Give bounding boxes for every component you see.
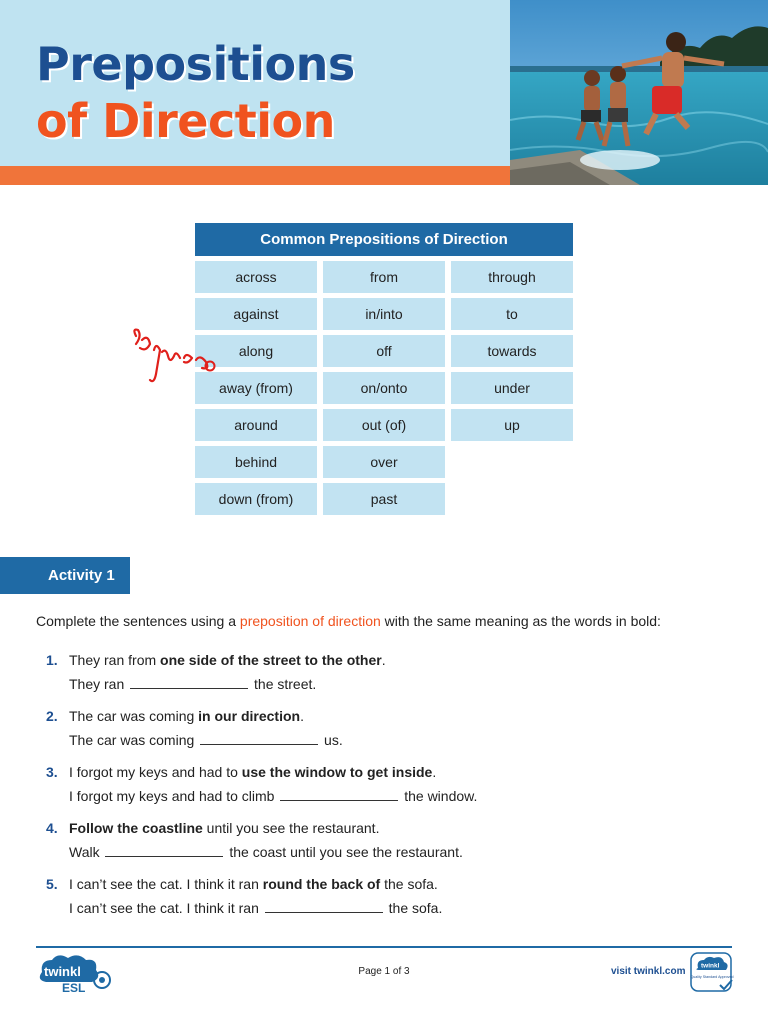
question-item [46, 649, 706, 696]
table-cell: on/onto [323, 372, 445, 404]
sentence-text: They ran from [69, 652, 161, 668]
question-answer-line [69, 785, 706, 809]
badge-text: twinkl [701, 962, 720, 970]
page-header [0, 0, 768, 185]
page-number: Page 1 of 3 [358, 966, 410, 977]
question-item [46, 873, 706, 920]
prepositions-grid [195, 261, 573, 515]
sentence-text: until you see the restaurant. [202, 820, 380, 836]
table-cell: off [323, 335, 445, 367]
sentence-bold-phrase: one side of the street to the other [160, 652, 382, 668]
question-item [46, 705, 706, 752]
title-line-1: Prepositions [36, 37, 355, 91]
answer-text: I can’t see the cat. I think it ran [69, 899, 263, 916]
sentence-bold-phrase: Follow the coastline [69, 820, 203, 836]
children-jumping-pool-image [510, 0, 768, 185]
sentence-bold-phrase: use the window to get inside [241, 764, 433, 780]
sentence-text: the sofa. [380, 876, 438, 892]
answer-blank[interactable] [200, 731, 318, 745]
table-cell: along [195, 335, 317, 367]
header-photo [510, 0, 768, 185]
table-heading: Common Prepositions of Direction [195, 223, 573, 256]
prepositions-table [195, 223, 573, 515]
answer-text: the street. [250, 675, 317, 692]
table-cell-empty [451, 483, 573, 515]
table-cell: from [323, 261, 445, 293]
activity-tab: Activity 1 [0, 557, 130, 594]
answer-text: the sofa. [384, 899, 443, 916]
answer-text: the coast until you see the restaurant. [225, 843, 463, 860]
instructions [36, 613, 661, 629]
instructions-highlight: preposition of direction [239, 613, 381, 629]
table-cell: down (from) [195, 483, 317, 515]
table-cell: out (of) [323, 409, 445, 441]
question-list [46, 649, 706, 929]
footer-divider [36, 946, 732, 948]
table-cell: under [451, 372, 573, 404]
table-cell-empty [451, 446, 573, 478]
table-cell: towards [451, 335, 573, 367]
sentence-text: . [300, 708, 304, 724]
answer-blank[interactable] [105, 843, 223, 857]
handwritten-scribble [128, 322, 220, 392]
table-cell: past [323, 483, 445, 515]
sentence-bold-phrase: in our direction [198, 708, 301, 724]
answer-text: I forgot my keys and had to climb [69, 787, 279, 804]
question-sentence [69, 649, 706, 673]
answer-text: us. [320, 731, 343, 748]
answer-blank[interactable] [130, 675, 248, 689]
question-answer-line [69, 729, 706, 753]
question-sentence [69, 817, 706, 841]
answer-text: They ran [69, 675, 129, 692]
table-cell: across [195, 261, 317, 293]
question-sentence [69, 705, 706, 729]
table-cell: against [195, 298, 317, 330]
table-cell: over [323, 446, 445, 478]
table-cell: around [195, 409, 317, 441]
logo-text-top: twinkl [44, 964, 81, 979]
question-answer-line [69, 673, 706, 697]
question-number: 1. [46, 652, 58, 668]
question-number: 4. [46, 820, 58, 836]
sentence-text: The car was coming [69, 708, 199, 724]
instructions-text-start: Complete the sentences using a [36, 613, 240, 629]
title-line-2: of Direction [36, 94, 335, 148]
sentence-text: I can’t see the cat. I think it ran [69, 876, 263, 892]
logo-text-bottom: ESL [62, 981, 86, 994]
table-cell: behind [195, 446, 317, 478]
instructions-text-end: with the same meaning as the words in bold: [380, 613, 661, 629]
question-item [46, 817, 706, 864]
sentence-text: I forgot my keys and had to [69, 764, 242, 780]
quality-approved-badge [690, 952, 734, 994]
sentence-text: . [432, 764, 437, 780]
visit-link[interactable]: visit twinkl.com [611, 966, 686, 977]
answer-text: The car was coming [69, 731, 199, 748]
question-answer-line [69, 897, 706, 921]
table-cell: away (from) [195, 372, 317, 404]
badge-subtext: Quality Standard Approved [690, 975, 734, 979]
answer-blank[interactable] [265, 899, 383, 913]
table-cell: up [451, 409, 573, 441]
question-number: 3. [46, 764, 58, 780]
question-number: 2. [46, 708, 58, 724]
question-number: 5. [46, 876, 58, 892]
page-title [36, 36, 355, 150]
answer-text: Walk [69, 843, 104, 860]
header-stripe [0, 166, 510, 185]
question-sentence [69, 873, 706, 897]
question-answer-line [69, 841, 706, 865]
question-item [46, 761, 706, 808]
table-cell: to [451, 298, 573, 330]
table-cell: in/into [323, 298, 445, 330]
table-cell: through [451, 261, 573, 293]
question-sentence [69, 761, 706, 785]
answer-text: the window. [400, 787, 478, 804]
sentence-bold-phrase: round the back of [262, 876, 381, 892]
answer-blank[interactable] [280, 787, 398, 801]
sentence-text: . [381, 652, 386, 668]
